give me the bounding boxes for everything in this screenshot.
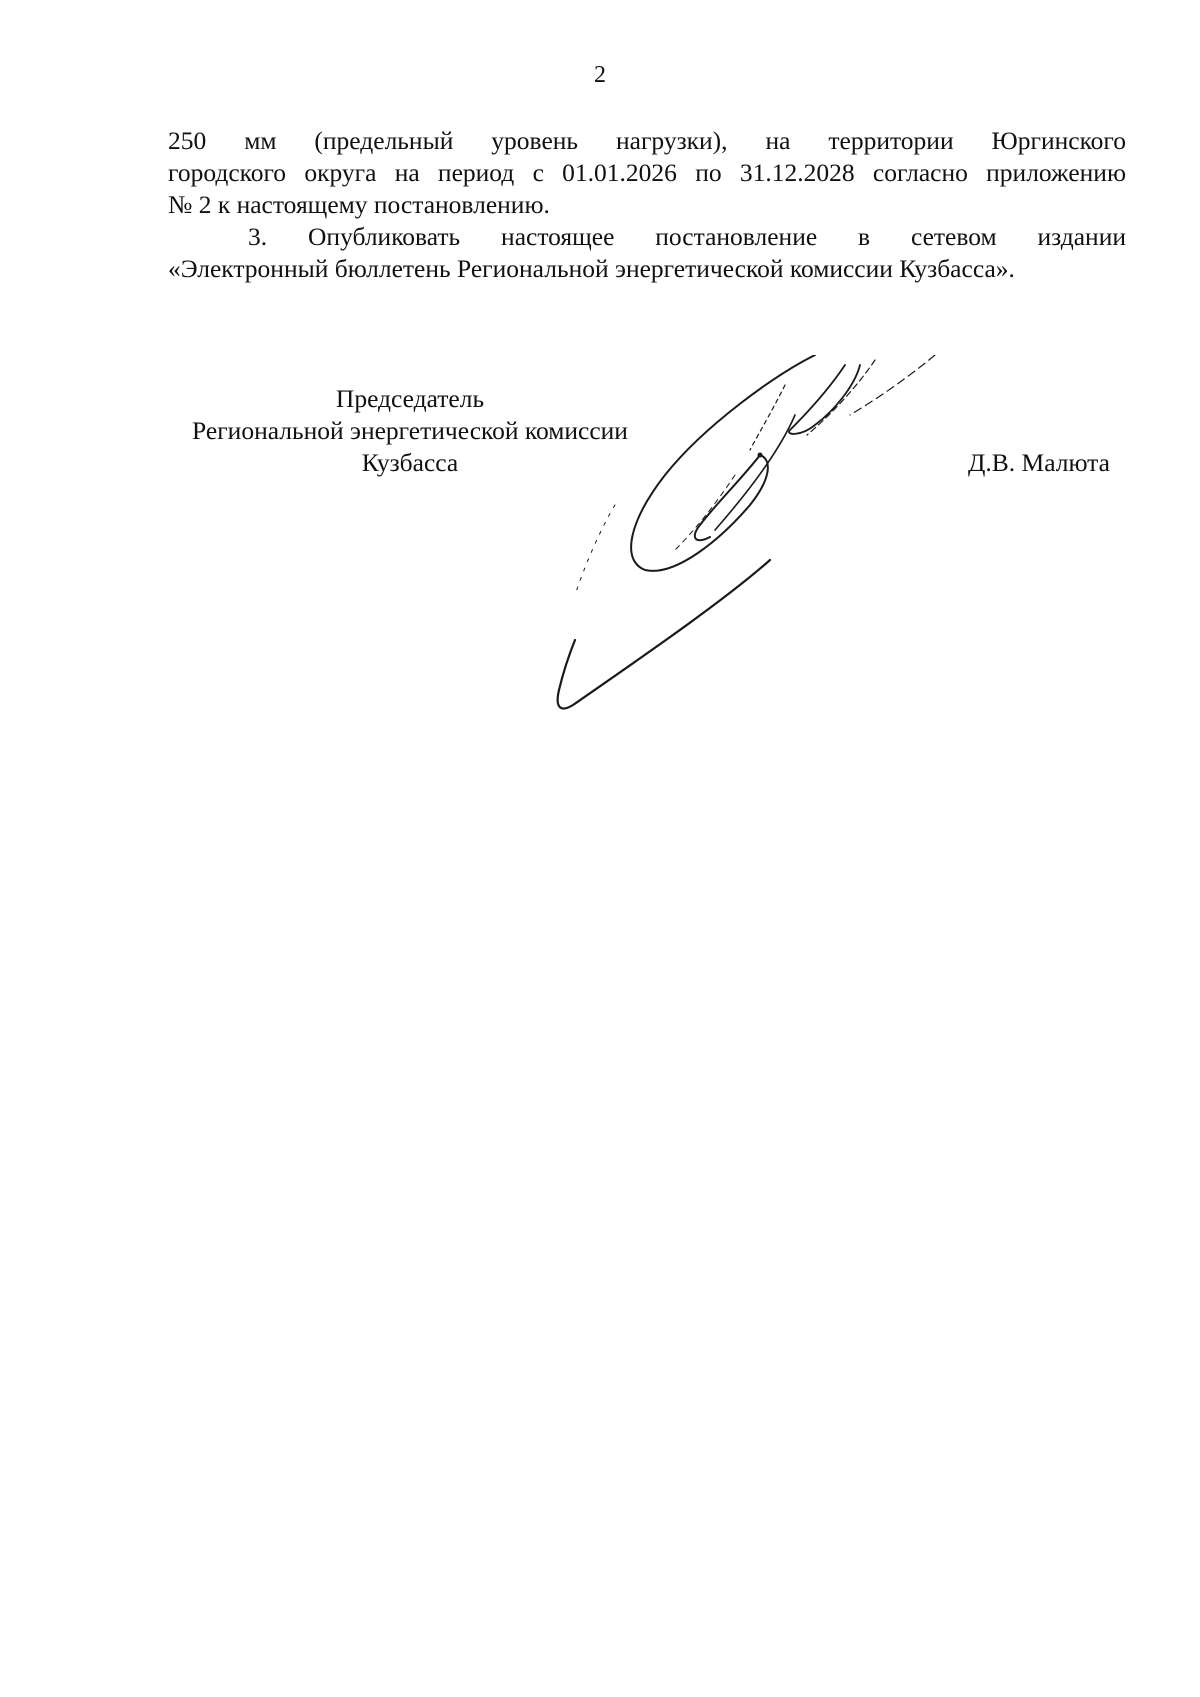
- signatory-title-line: Региональной энергетической комиссии: [192, 416, 628, 445]
- signatory-title-line: Председатель: [335, 384, 485, 413]
- paragraph-line: 3. Опубликовать настоящее постановление в сетевом издании: [248, 222, 1126, 251]
- paragraph-line: «Электронный бюллетень Региональной энергетической комиссии Кузбасса».: [168, 254, 1015, 283]
- paragraph-limit-load: [168, 125, 1126, 221]
- signatory-title: [150, 383, 670, 479]
- paragraph-publish: [168, 221, 1126, 285]
- paragraph-line: городского округа на период с 01.01.2026 по 31.12.2028 согласно приложению: [168, 158, 1126, 187]
- signer-name: Д.В. Малюта: [968, 448, 1110, 477]
- signatory-title-line: Кузбасса: [361, 448, 459, 477]
- page-number: 2: [594, 62, 606, 88]
- document-body: [168, 125, 1126, 285]
- paragraph-line: 250 мм (предельный уровень нагрузки), на территории Юргинского: [168, 126, 1126, 155]
- paragraph-line: № 2 к настоящему постановлению.: [168, 190, 550, 219]
